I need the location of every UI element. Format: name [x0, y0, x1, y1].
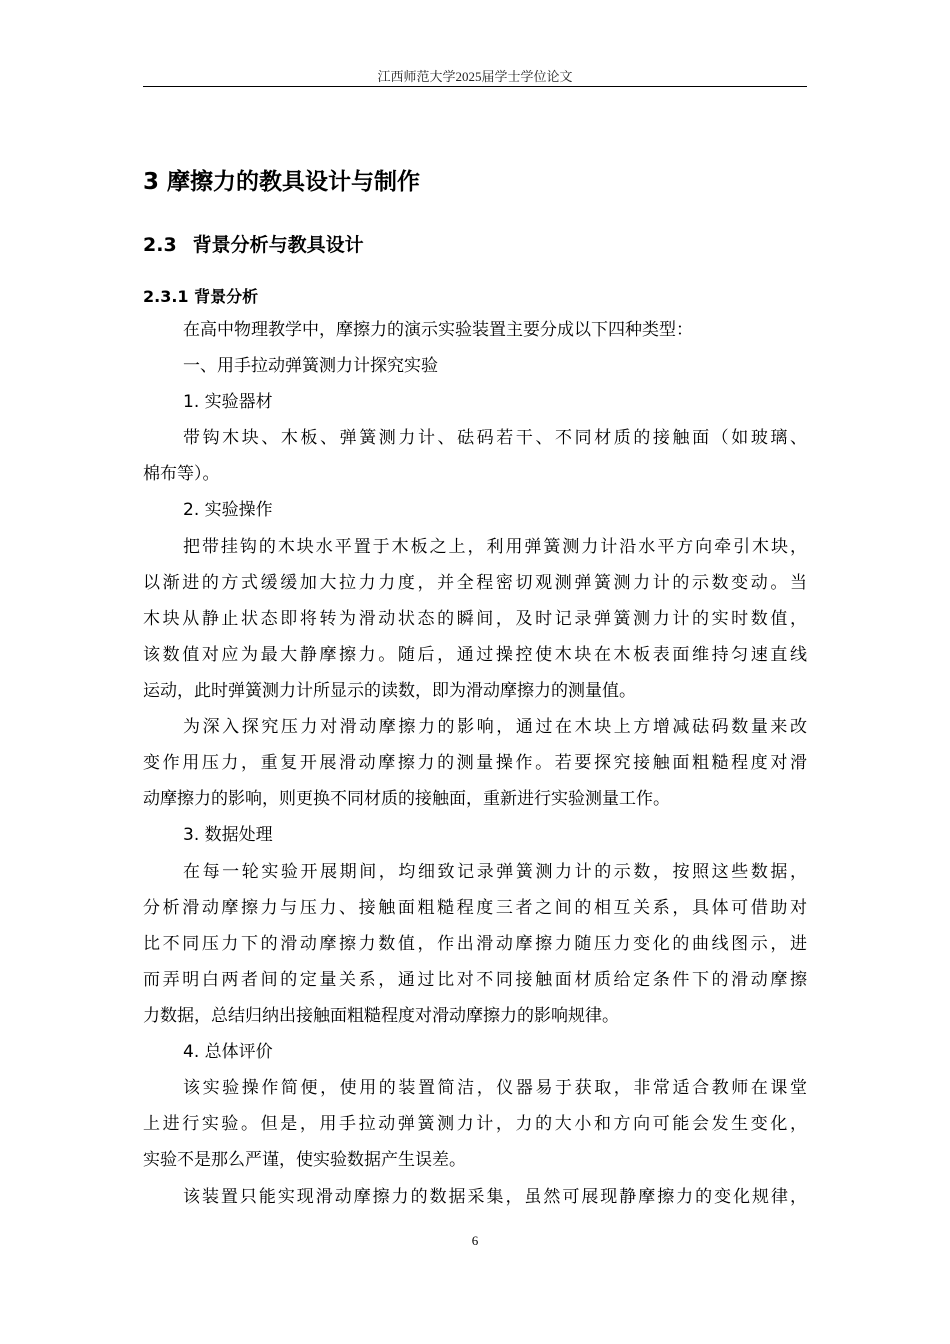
section-title — [143, 230, 364, 257]
section-title-text: 背景分析与教具设计 — [192, 234, 364, 256]
evaluation-line-2: 上进行实验。但是，用手拉动弹簧测力计，力的大小和方向可能会发生变化， — [143, 1114, 807, 1134]
materials-line-1: 带钩木块、木板、弹簧测力计、砝码若干、不同材质的接触面（如玻璃、 — [183, 428, 807, 448]
operation-line-1: 把带挂钩的木块水平置于木板之上，利用弹簧测力计沿水平方向牵引木块， — [183, 537, 807, 557]
operation-line-3: 木块从静止状态即将转为滑动状态的瞬间，及时记录弹簧测力计的实时数值， — [143, 609, 807, 629]
item-heading-data: 3. 数据处理 — [183, 825, 273, 845]
list-heading-1: 一、用手拉动弹簧测力计探究实验 — [183, 356, 438, 376]
subsection-title: 2.3.1 背景分析 — [143, 287, 259, 306]
data-line-1: 在每一轮实验开展期间，均细致记录弹簧测力计的示数，按照这些数据， — [183, 862, 807, 882]
evaluation-line-4: 该装置只能实现滑动摩擦力的数据采集，虽然可展现静摩擦力的变化规律， — [183, 1187, 807, 1207]
item-heading-operation: 2. 实验操作 — [183, 500, 273, 520]
materials-line-2: 棉布等）。 — [143, 464, 220, 484]
item-heading-evaluation: 4. 总体评价 — [183, 1042, 273, 1062]
data-line-4: 而弄明白两者间的定量关系，通过比对不同接触面材质给定条件下的滑动摩擦 — [143, 970, 807, 990]
pressure-line-2: 变作用压力，重复开展滑动摩擦力的测量操作。若要探究接触面粗糙程度对滑 — [143, 753, 807, 773]
intro-paragraph: 在高中物理教学中，摩擦力的演示实验装置主要分成以下四种类型： — [183, 320, 693, 340]
running-header: 江西师范大学2025届学士学位论文 — [377, 69, 573, 84]
item-heading-materials: 1. 实验器材 — [183, 392, 273, 412]
operation-line-2: 以渐进的方式缓缓加大拉力力度，并全程密切观测弹簧测力计的示数变动。当 — [143, 573, 807, 593]
data-line-5: 力数据，总结归纳出接触面粗糙程度对滑动摩擦力的影响规律。 — [143, 1006, 619, 1026]
page-number: 6 — [471, 1233, 479, 1248]
section-number: 2.3 — [143, 234, 177, 256]
chapter-title: 3 摩擦力的教具设计与制作 — [143, 169, 421, 195]
evaluation-line-3: 实验不是那么严谨，使实验数据产生误差。 — [143, 1150, 466, 1170]
pressure-line-3: 动摩擦力的影响，则更换不同材质的接触面，重新进行实验测量工作。 — [143, 789, 670, 809]
operation-line-5: 运动，此时弹簧测力计所显示的读数，即为滑动摩擦力的测量值。 — [143, 681, 636, 701]
data-line-2: 分析滑动摩擦力与压力、接触面粗糙程度三者之间的相互关系，具体可借助对 — [143, 898, 807, 918]
evaluation-line-1: 该实验操作简便，使用的装置简洁，仪器易于获取，非常适合教师在课堂 — [183, 1078, 807, 1098]
pressure-line-1: 为深入探究压力对滑动摩擦力的影响，通过在木块上方增减砝码数量来改 — [183, 717, 807, 737]
operation-line-4: 该数值对应为最大静摩擦力。随后，通过操控使木块在木板表面维持匀速直线 — [143, 645, 807, 665]
data-line-3: 比不同压力下的滑动摩擦力数值，作出滑动摩擦力随压力变化的曲线图示，进 — [143, 934, 807, 954]
header-divider — [143, 86, 807, 87]
